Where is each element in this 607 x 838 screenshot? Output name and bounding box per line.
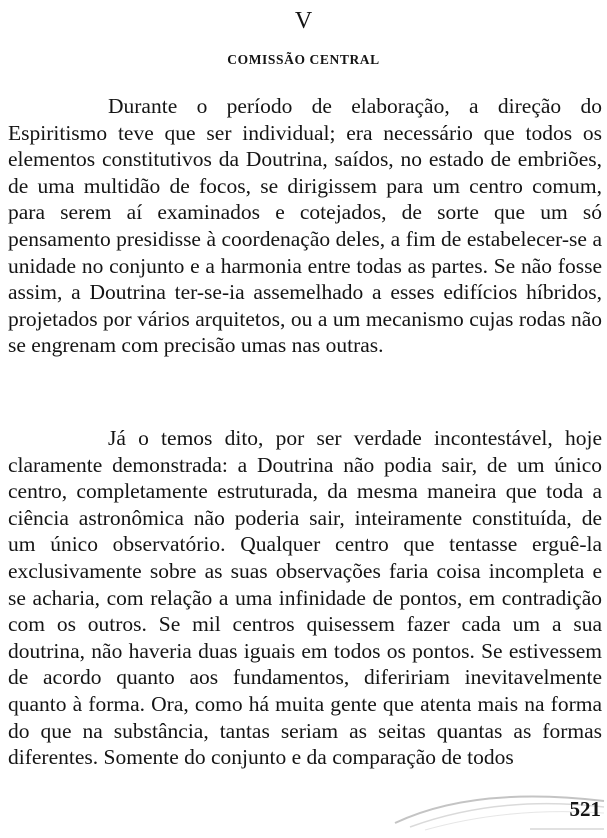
chapter-number: V (294, 8, 313, 34)
swoosh-ornament-icon (0, 785, 607, 838)
chapter-title: COMISSÃO CENTRAL (227, 52, 380, 67)
page-footer (0, 785, 607, 838)
body-paragraph-1: Durante o período de elaboração, a direção do Espiritismo teve que ser individual; era necessário que todos os elementos constitutivos da Doutrina, saídos, no estado de embriões, de uma multidão de focos, se dirigissem para um centro comum, para serem aí examinados e cotejados, de sorte que um só pensamento presidisse à coordenação deles, a fim de estabelecer-se a unidade no conjunto e a harmonia entre todas as partes. Se não fosse assim, a Doutrina ter-se-ia assemelhado a esses edifícios híbridos, projetados por vários arquitetos, ou a um mecanismo cujas rodas não se engrenam com precisão umas nas outras. (8, 94, 602, 358)
body-paragraph-2: Já o temos dito, por ser verdade incontestável, hoje claramente demonstrada: a Doutrina não podia sair, de um único centro, completamente estruturada, da mesma maneira que toda a ciência astronômica não poderia sair, inteiramente constituída, de um único observatório. Qualquer centro que tentasse erguê-la exclusivamente sobre as suas observações faria coisa incompleta e se acharia, com relação a uma infinidade de pontos, em contradição com os outros. Se mil centros quisessem fazer cada um a sua doutrina, não haveria duas iguais em todos os pontos. Se estivessem de acordo quanto aos fundamentos, difeririam inevitavelmente quanto à forma. Ora, como há muita gente que atenta mais na forma do que na substância, tantas seriam as seitas quantas as formas diferentes. Somente do conjunto e da comparação de todos (8, 426, 602, 770)
page-number: 521 (569, 797, 601, 821)
